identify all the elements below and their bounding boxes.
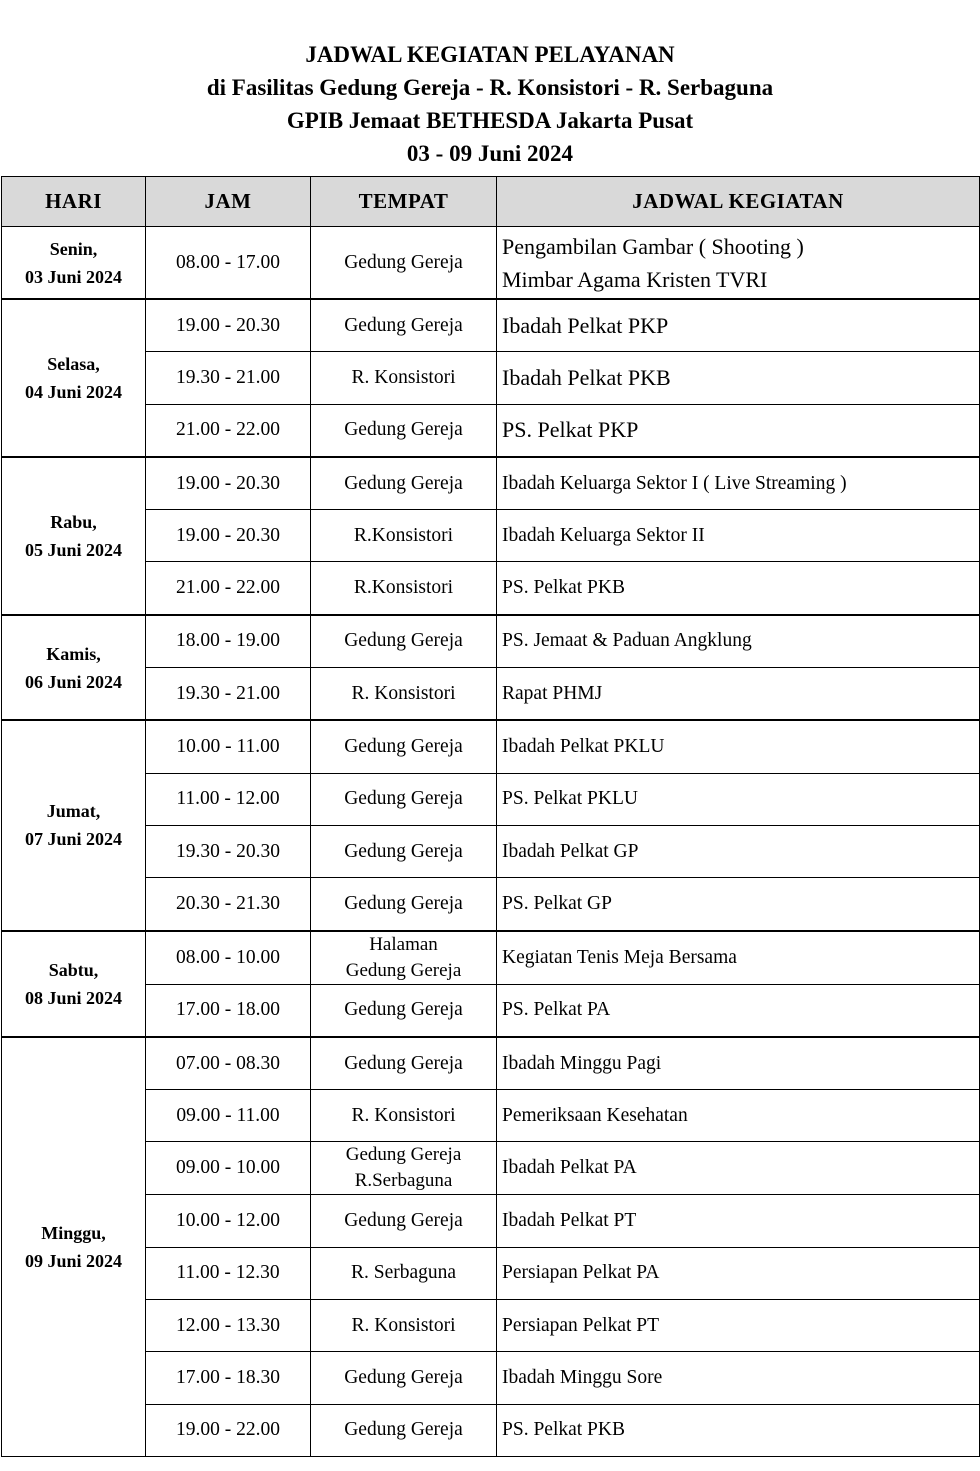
table-row [2, 457, 980, 510]
place-cell: Gedung Gereja [311, 878, 497, 931]
table-row [2, 1195, 980, 1247]
activity-cell: Ibadah Minggu Pagi [497, 1037, 980, 1090]
place-cell: Gedung Gereja [311, 457, 497, 510]
time-cell: 20.30 - 21.30 [146, 878, 311, 931]
activity-cell: Ibadah Minggu Sore [497, 1352, 980, 1404]
activity-cell: Ibadah Pelkat GP [497, 825, 980, 877]
day-name: Rabu, [50, 511, 97, 532]
activity-cell: Ibadah Pelkat PKP [497, 299, 980, 352]
day-cell-rabu [2, 457, 146, 615]
day-date: 03 Juni 2024 [24, 266, 123, 287]
table-row [2, 510, 980, 562]
table-row [2, 984, 980, 1037]
header-day: HARI [2, 177, 146, 227]
place-line-2: Gedung Gereja [345, 959, 462, 981]
place-cell [311, 931, 497, 985]
place-cell: R. Konsistori [311, 1090, 497, 1142]
day-name: Kamis, [46, 643, 101, 664]
title-line-4: 03 - 09 Juni 2024 [406, 141, 574, 166]
table-row [2, 1142, 980, 1195]
time-cell: 19.30 - 21.00 [146, 352, 311, 404]
place-cell: R. Serbaguna [311, 1247, 497, 1299]
table-row [2, 1037, 980, 1090]
activity-cell: Rapat PHMJ [497, 668, 980, 721]
table-row [2, 773, 980, 825]
day-date: 04 Juni 2024 [24, 381, 123, 402]
day-cell-senin [2, 227, 146, 300]
table-row [2, 1247, 980, 1299]
time-cell: 08.00 - 17.00 [146, 227, 311, 300]
day-cell-jumat [2, 720, 146, 930]
time-cell: 08.00 - 10.00 [146, 931, 311, 985]
table-row [2, 931, 980, 985]
time-cell: 09.00 - 11.00 [146, 1090, 311, 1142]
table-row [2, 668, 980, 721]
time-cell: 19.00 - 22.00 [146, 1404, 311, 1456]
header-activity: JADWAL KEGIATAN [497, 177, 980, 227]
time-cell: 18.00 - 19.00 [146, 615, 311, 668]
activity-cell: PS. Jemaat & Paduan Angklung [497, 615, 980, 668]
table-row [2, 1090, 980, 1142]
time-cell: 19.00 - 20.30 [146, 299, 311, 352]
activity-cell: Ibadah Pelkat PA [497, 1142, 980, 1195]
title-line-3: GPIB Jemaat BETHESDA Jakarta Pusat [286, 108, 694, 133]
time-cell: 19.30 - 21.00 [146, 668, 311, 721]
time-cell: 09.00 - 10.00 [146, 1142, 311, 1195]
time-cell: 21.00 - 22.00 [146, 404, 311, 457]
header-place: TEMPAT [311, 177, 497, 227]
day-cell-minggu [2, 1037, 146, 1457]
activity-cell: Ibadah Keluarga Sektor I ( Live Streaming ) [497, 457, 980, 510]
time-cell: 12.00 - 13.30 [146, 1300, 311, 1352]
time-cell: 17.00 - 18.00 [146, 984, 311, 1037]
place-cell: Gedung Gereja [311, 1037, 497, 1090]
place-cell: Gedung Gereja [311, 825, 497, 877]
time-cell: 21.00 - 22.00 [146, 562, 311, 615]
place-cell: R. Konsistori [311, 352, 497, 404]
place-cell: Gedung Gereja [311, 720, 497, 773]
activity-cell: Kegiatan Tenis Meja Bersama [497, 931, 980, 985]
activity-line-2: Mimbar Agama Kristen TVRI [502, 266, 768, 292]
place-cell: R. Konsistori [311, 1300, 497, 1352]
day-name: Minggu, [41, 1222, 106, 1243]
place-line-2: R.Serbaguna [354, 1170, 453, 1192]
table-row [2, 227, 980, 300]
schedule-table [1, 176, 980, 1457]
activity-line-1: Pengambilan Gambar ( Shooting ) [502, 233, 804, 259]
table-row [2, 562, 980, 615]
day-name: Senin, [49, 238, 98, 259]
day-cell-kamis [2, 615, 146, 721]
table-row [2, 404, 980, 457]
activity-cell: Ibadah Pelkat PKB [497, 352, 980, 404]
header-time: JAM [146, 177, 311, 227]
table-row [2, 720, 980, 773]
place-cell: Gedung Gereja [311, 299, 497, 352]
table-row [2, 1352, 980, 1404]
time-cell: 19.00 - 20.30 [146, 457, 311, 510]
table-row [2, 1300, 980, 1352]
place-cell: Gedung Gereja [311, 1195, 497, 1247]
time-cell: 11.00 - 12.00 [146, 773, 311, 825]
table-row [2, 299, 980, 352]
place-cell [311, 1142, 497, 1195]
activity-cell: Ibadah Pelkat PKLU [497, 720, 980, 773]
activity-cell: PS. Pelkat PKLU [497, 773, 980, 825]
document-title [0, 38, 980, 170]
place-cell: Gedung Gereja [311, 615, 497, 668]
time-cell: 17.00 - 18.30 [146, 1352, 311, 1404]
activity-cell: Persiapan Pelkat PT [497, 1300, 980, 1352]
time-cell: 19.00 - 20.30 [146, 510, 311, 562]
place-cell: R.Konsistori [311, 562, 497, 615]
place-cell: R.Konsistori [311, 510, 497, 562]
day-date: 07 Juni 2024 [24, 829, 123, 850]
place-cell: Gedung Gereja [311, 404, 497, 457]
activity-cell: Ibadah Keluarga Sektor II [497, 510, 980, 562]
place-cell: Gedung Gereja [311, 227, 497, 300]
time-cell: 10.00 - 11.00 [146, 720, 311, 773]
activity-cell: PS. Pelkat GP [497, 878, 980, 931]
activity-cell [497, 227, 980, 300]
day-cell-selasa [2, 299, 146, 457]
header-row [2, 177, 980, 227]
table-row [2, 825, 980, 877]
title-line-2: di Fasilitas Gedung Gereja - R. Konsistori - R. Serbaguna [206, 75, 774, 100]
table-row [2, 878, 980, 931]
day-date: 06 Juni 2024 [24, 671, 123, 692]
day-name: Sabtu, [48, 959, 99, 980]
table-row [2, 352, 980, 404]
place-line-1: Gedung Gereja [345, 1144, 462, 1166]
day-date: 05 Juni 2024 [24, 539, 123, 560]
table-row [2, 615, 980, 668]
place-cell: Gedung Gereja [311, 984, 497, 1037]
title-line-1: JADWAL KEGIATAN PELAYANAN [305, 42, 675, 67]
place-cell: R. Konsistori [311, 668, 497, 721]
time-cell: 11.00 - 12.30 [146, 1247, 311, 1299]
activity-cell: PS. Pelkat PKP [497, 404, 980, 457]
place-cell: Gedung Gereja [311, 773, 497, 825]
time-cell: 07.00 - 08.30 [146, 1037, 311, 1090]
activity-cell: Ibadah Pelkat PT [497, 1195, 980, 1247]
day-name: Jumat, [46, 801, 101, 822]
place-line-1: Halaman [369, 933, 438, 955]
day-name: Selasa, [47, 353, 100, 374]
activity-cell: Pemeriksaan Kesehatan [497, 1090, 980, 1142]
activity-cell: PS. Pelkat PA [497, 984, 980, 1037]
time-cell: 19.30 - 20.30 [146, 825, 311, 877]
table-row [2, 1404, 980, 1456]
day-cell-sabtu [2, 931, 146, 1037]
place-cell: Gedung Gereja [311, 1404, 497, 1456]
day-date: 08 Juni 2024 [24, 987, 123, 1008]
activity-cell: PS. Pelkat PKB [497, 562, 980, 615]
activity-cell: Persiapan Pelkat PA [497, 1247, 980, 1299]
time-cell: 10.00 - 12.00 [146, 1195, 311, 1247]
activity-cell: PS. Pelkat PKB [497, 1404, 980, 1456]
day-date: 09 Juni 2024 [24, 1250, 123, 1271]
place-cell: Gedung Gereja [311, 1352, 497, 1404]
